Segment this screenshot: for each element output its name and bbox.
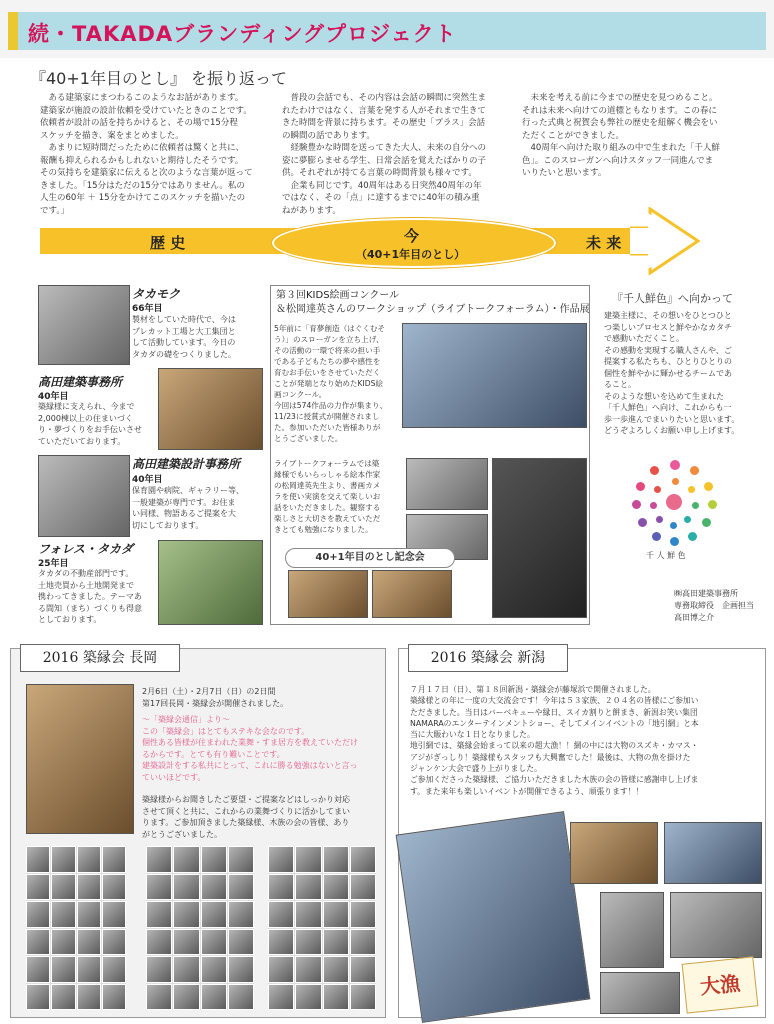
company-text-design-office: 保育園や病院、ギャラリー等、 一般建築が専門です。お住ま い同様、物語あるご提案を大 切にしております。 <box>132 486 244 530</box>
forest-takada-photo <box>158 540 263 625</box>
nagaoka-poster-photo <box>26 684 134 834</box>
nagaoka-date: 2月6日（土）・2月7日（日）の2日間 第17回長岡・築縁会が開催されました。 <box>142 687 289 708</box>
niigata-photo-beach <box>664 822 762 884</box>
event-label: 40+1年目のとし記念会 <box>285 548 455 568</box>
takamoku-photo <box>38 285 130 365</box>
company-years-design-office: 40年目 <box>132 475 163 485</box>
niigata-tab: 2016 築縁会 新潟 <box>408 644 568 672</box>
tairyo-banner-icon <box>682 956 759 1013</box>
intro-column-2: 普段の会話でも、その内容は会話の瞬間に突然生ま れたわけではなく、言葉を発する人がそれまで生きて きた時間を背景に持ちます。その歴史「プラス」会話 の瞬間の話であります。 経験豊かな時間を送ってきた大人、未来の自分への 姿に夢膨らませる学生、日常会話を覚えたばかりの子 供。それぞれが持てる言葉の時間背景も様々です。 企業も同じです。40周年はある日突然40周年の年 ではなく、その「点」に達するまでに40年の積み重 ねがあります。 <box>282 93 487 216</box>
niigata-beach-photo <box>396 811 591 1023</box>
intro-column-1: ある建築家にまつわるこのようなお話があります。 建築家が施設の設計依頼を受けていたときのことです。 依頼者が設計の話を持ちかけると、その場で15分程 スケッチを描き、案をまとめました。 あまりに短時間だったために依頼者は驚くと共に、 報酬も抑えられるかもしれないと期待したそうです。 その気持ちを建築家に伝えると次のような言葉が返って きました。「15分はただの15分ではありません。私の 人生の60年 ＋ 15分をかけてこのスケッチを描いたの です。」 <box>40 93 253 216</box>
company-name-takada-office: 高田建築事務所 <box>38 375 123 389</box>
niigata-photo-catch <box>600 972 680 1014</box>
event-photo-1 <box>288 570 368 618</box>
niigata-photo-fish <box>670 892 762 958</box>
timeline-now: 今 <box>404 227 420 245</box>
niigata-photo-stage <box>600 892 664 968</box>
logo-caption: 千 人 鮮 色 <box>646 551 686 560</box>
niigata-photo-balls <box>570 822 658 884</box>
nagaoka-quote: ～「築縁会通信」より～ この「築縁会」はとてもステキな会なのです。 個性ある皆様が住まわれた業舞・すま居方を教えていただけ るからです。とても有り難いことです。 建築設計をする私共にとって、これに勝る勉強はないと言っ ていいほどです。 <box>142 715 358 782</box>
timeline-future: 未 来 <box>586 234 622 252</box>
nagaoka-photo-grid-2 <box>146 846 254 1010</box>
kids-award-photo <box>402 323 587 428</box>
company-years-takamoku: 66年目 <box>132 304 163 314</box>
company-years-forest-takada: 25年目 <box>38 559 69 569</box>
nagaoka-photo-grid-3 <box>268 846 376 1010</box>
exhibition-photo-1 <box>406 458 488 510</box>
kids-section-title: 第３回KIDS絵画コンクール ＆松岡達英さんのワークショップ（ライブトークフォーラム）・作品展 <box>276 290 590 315</box>
timeline-arrow-icon <box>630 207 700 275</box>
nagaoka-tab: 2016 築縁会 長岡 <box>20 644 180 672</box>
intro-column-3: 未来を考える前に今までの歴史を見つめること。 それは未来へ向けての道標ともなります。この春に 行った式典と祝賀会も弊社の歴史を紐解く機会をい ただくことができました。 40周年へ向けた取り組みの中で生まれた「千人鮮 色」。このスローガンへ向けスタッフ一同進んでま いりたいと思います。 <box>522 93 720 178</box>
kids-text-2: ライブトークフォーラムでは築 縁様でもいらっしゃる絵本作家 の松岡達英先生より、書画カメ ラを使い実演を交えて楽しいお 話をいただきました。観察する 楽しさと大切さを教えていただ きとても勉強になりました。 <box>274 459 381 534</box>
tairyo-banner-text: 大漁 <box>698 970 742 1000</box>
company-text-forest-takada: タカダの不動産部門です。 土地売買から土地開発まで 携わってきました。テーマあ る間知（まち）づくりも得意 としております。 <box>38 569 142 624</box>
senjin-text: 建築主様に、その想いをひとつひと つ楽しいプロセスと鮮やかなカタチ で感動いただくこと。 その感動を実現する職人さんや、ご 提案する私たちも、ひとりひとりの 個性を鮮やかに輝かせるチームであ ること。 そのような想いを込めて生まれた 「千人鮮色」へ向け、これからも一 歩一歩進んでまいりたいと思います。 どうぞよろしくお願い申し上げます。 <box>604 311 740 435</box>
company-text-takada-office: 築縁様に支えられ、今まで 2,000棟以上の住まいづく り・夢づくりをお手伝いさせ ていただいております。 <box>38 402 142 446</box>
timeline-now-sub: （40+1年目のとし） <box>356 248 466 261</box>
design-office-photo <box>38 455 130 537</box>
company-name-forest-takada: フォレス・タカダ <box>38 542 134 556</box>
nagaoka-photo-grid-1 <box>26 846 126 1010</box>
event-photo-2 <box>372 570 452 618</box>
senjin-logo-icon <box>632 460 718 546</box>
company-name-design-office: 高田建築設計事務所 <box>132 457 241 471</box>
company-name-takamoku: タカモク <box>132 287 181 301</box>
page-title: 続・TAKADAブランディングプロジェクト <box>28 22 457 46</box>
forum-speaker-photo <box>492 458 587 618</box>
intro-subtitle: 『40+1年目のとし』 を振り返って <box>30 69 288 88</box>
timeline-past: 歴 史 <box>150 234 186 252</box>
kids-text-1: 5年前に「育夢創造（はぐくむそう）」のスローガンを立ち上げ、 その活動の一環で将来の担い手 である子どもたちの夢や感性を 育むお手伝いをさせていただく ことが発端となり始めたKIDS絵 画コンクール。 今回は574作品の力作が集まり、 11/23に授賞式が開催されまし た。参加いただいた皆様ありが とうございました。 <box>274 324 388 443</box>
company-years-takada-office: 40年目 <box>38 392 69 402</box>
takada-office-photo <box>158 368 263 450</box>
senjin-title: 『千人鮮色』へ向かって <box>612 292 733 305</box>
nagaoka-text: 築縁様からお聞きしたご要望・ご提案などはしっかり対応 させて頂くと共に、これからの業舞づくりに活かしてまい ります。ご参加頂きました築縁様、木族の会の皆様、あり がとうございました。 <box>142 795 350 839</box>
signature: ㈱高田建築事務所 専務取締役 企画担当 高田博之介 <box>674 589 754 622</box>
company-text-takamoku: 製材をしていた時代で、今は プレカット工場と大工集団と して活動しています。今日の タカダの礎をつくりました。 <box>132 315 236 359</box>
niigata-text: ７月１７日（日）、第１８回新潟・築縁会が藤塚浜で開催されました。 築縁様との年に一度の大交流会です！今年は５３家族、２０４名の皆様にご参加い ただきました。当日はバーベキューや縁日、スイカ割りと餅まき、新潟お笑い集団 NAMARAのエンターテインメントショー、そしてメインイベントの「地引網」と本 当に大賑わいな１日となりました。 地引網では、築縁会始まって以来の超大漁！！網の中には大物のスズキ・カマス・ アジがぎっしり！築縁様もスタッフも大興奮でした！最後は、大物の魚を掛けた ジャンケン大会で盛り上がりました。 ご参加くださった築縁様、ご協力いただきました木族の会の皆様に感謝申し上げま す。また来年も楽しいイベントが開催できるよう、頑張ります！！ <box>410 685 699 796</box>
